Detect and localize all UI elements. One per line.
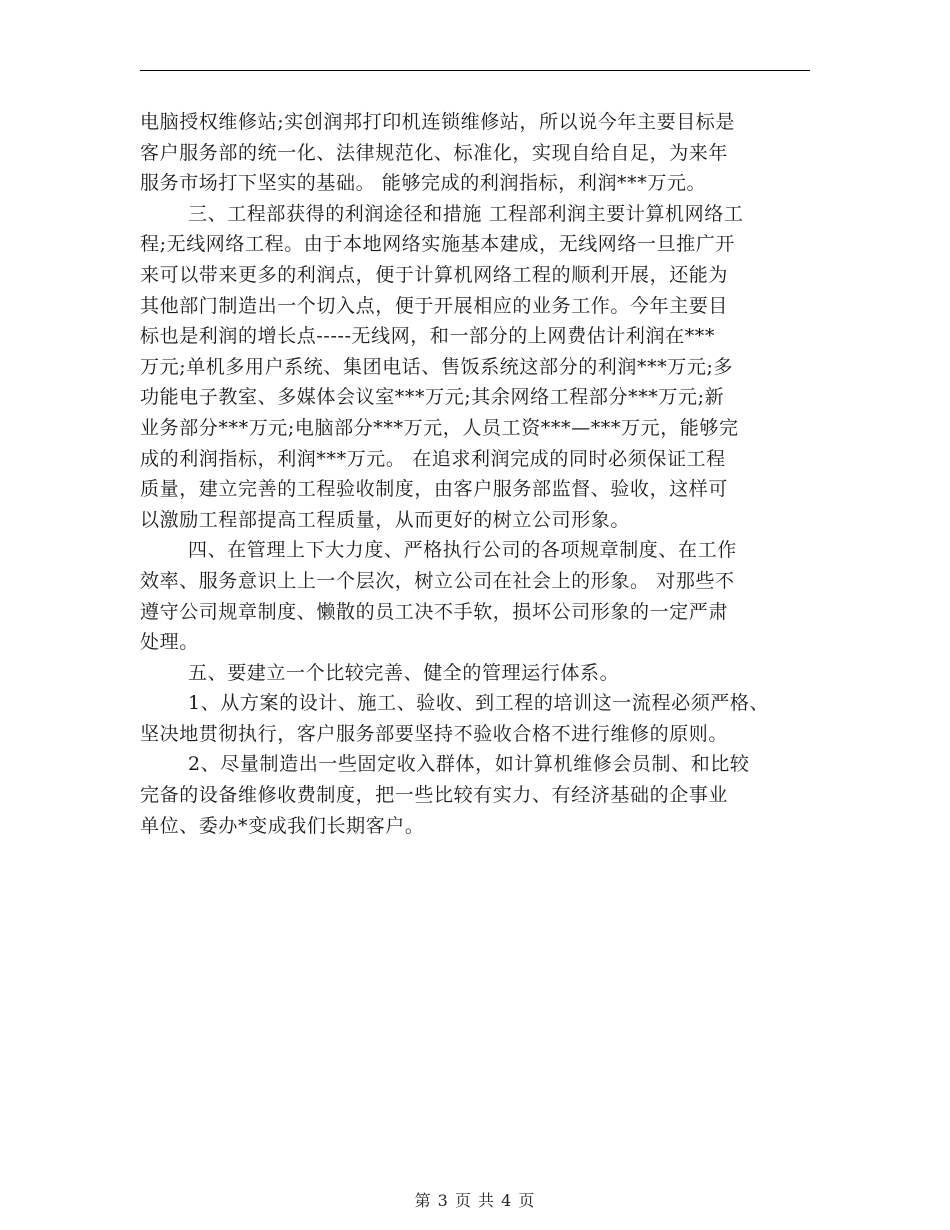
- text-line: 遵守公司规章制度、懒散的员工决不手软，损坏公司形象的一定严肃: [140, 600, 729, 623]
- page-number: 第 3 页 共 4 页: [414, 1191, 536, 1210]
- text-line: 完备的设备维修收费制度，把一些比较有实力、有经济基础的企事业: [140, 784, 729, 807]
- text-line: 单位、委办*变成我们长期客户。: [140, 814, 425, 837]
- text-line: 功能电子教室、多媒体会议室***万元;其余网络工程部分***万元;新: [140, 386, 725, 409]
- text-line: 业务部分***万元;电脑部分***万元，人员工资***—***万元，能够完: [140, 416, 739, 439]
- text-line: 万元;单机多用户系统、集团电话、售饭系统这部分的利润***万元;多: [140, 355, 734, 378]
- text-line: 坚决地贯彻执行，客户服务部要坚持不验收合格不进行维修的原则。: [140, 722, 729, 745]
- text-line: 1、从方案的设计、施工、验收、到工程的培训这一流程必须严格、: [188, 692, 770, 715]
- text-line: 质量，建立完善的工程验收制度，由客户服务部监督、验收，这样可: [140, 478, 729, 501]
- text-line: 客户服务部的统一化、法律规范化、标准化，实现自给自足，为来年: [140, 141, 729, 164]
- text-line: 来可以带来更多的利润点，便于计算机网络工程的顺利开展，还能为: [140, 263, 729, 286]
- text-line: 服务市场打下坚实的基础。 能够完成的利润指标，利润***万元。: [140, 172, 707, 195]
- text-line: 效率、服务意识上上一个层次，树立公司在社会上的形象。 对那些不: [140, 569, 735, 592]
- text-line: 其他部门制造出一个切入点，便于开展相应的业务工作。今年主要目: [140, 294, 729, 317]
- text-line: 四、在管理上下大力度、严格执行公司的各项规章制度、在工作: [188, 539, 737, 562]
- text-line: 以激励工程部提高工程质量，从而更好的树立公司形象。: [140, 508, 631, 531]
- document-body: [140, 107, 820, 841]
- text-line: 程;无线网络工程。由于本地网络实施基本建成，无线网络一旦推广开: [140, 233, 736, 256]
- header-rule: [140, 70, 810, 71]
- text-line: 五、要建立一个比较完善、健全的管理运行体系。: [188, 661, 620, 684]
- text-line: 2、尽量制造出一些固定收入群体，如计算机维修会员制、和比较: [188, 753, 750, 776]
- text-line: 处理。: [140, 631, 199, 654]
- text-line: 电脑授权维修站;实创润邦打印机连锁维修站，所以说今年主要目标是: [140, 111, 736, 133]
- text-line: 标也是利润的增长点-----无线网，和一部分的上网费估计利润在***: [140, 325, 716, 348]
- text-line: 三、工程部获得的利润途径和措施 工程部利润主要计算机网络工: [188, 202, 744, 225]
- text-line: 成的利润指标，利润***万元。 在追求利润完成的同时必须保证工程: [140, 447, 726, 470]
